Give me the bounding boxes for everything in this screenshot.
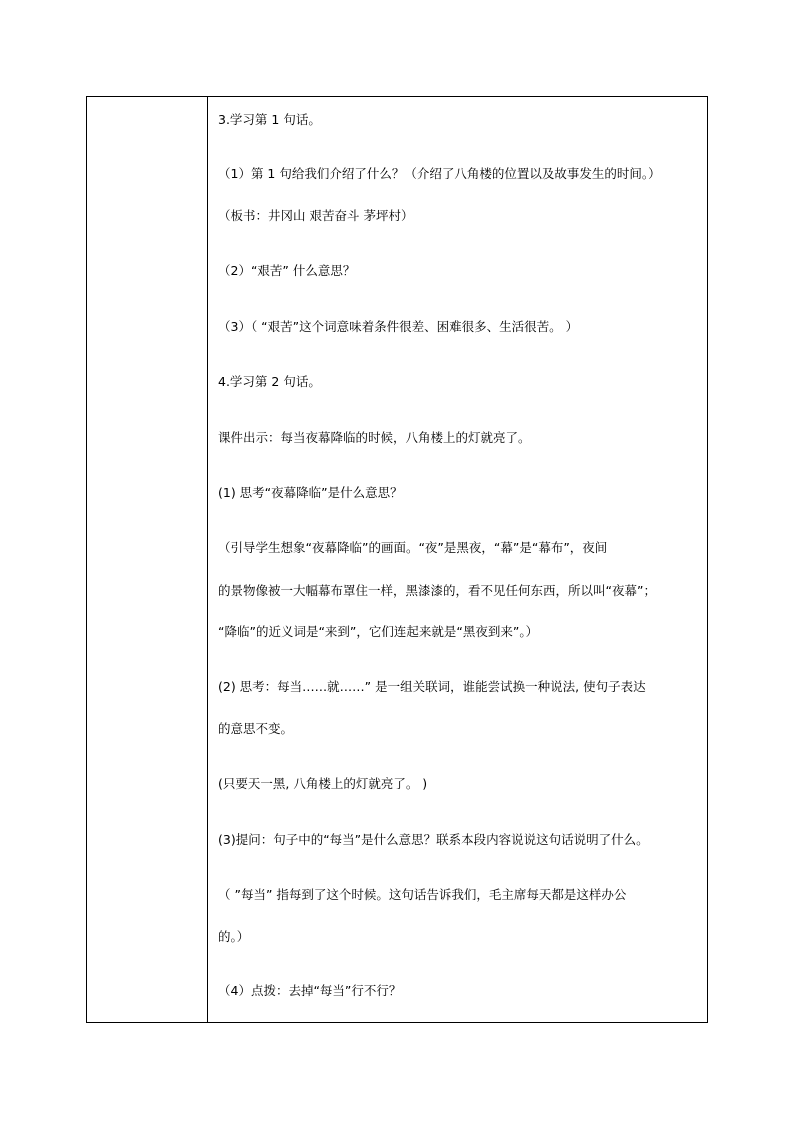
text-line: （1）第 1 句给我们介绍了什么？（介绍了八角楼的位置以及故事发生的时间。） — [218, 166, 661, 181]
text-line: “降临”的近义词是“来到”，它们连起来就是“黑夜到来”。） — [218, 624, 539, 639]
text-line: (2) 思考：每当……就……” 是一组关联词，谁能尝试换一种说法, 使句子表达 — [218, 679, 646, 694]
text-line: （引导学生想象“夜幕降临”的画面。“夜”是黑夜，“幕”是“幕布”，夜间 — [218, 540, 608, 555]
text-line: （板书：井冈山 艰苦奋斗 茅坪村） — [218, 208, 414, 223]
text-line: （4）点拨：去掉“每当”行不行？ — [218, 983, 402, 998]
text-line: 的意思不变。 — [218, 721, 294, 736]
text-line: （2）“艰苦” 什么意思？ — [218, 263, 356, 278]
text-line: （3）（ “艰苦”这个词意味着条件很差、困难很多、生活很苦。 ） — [218, 319, 579, 334]
text-line: （ ”每当” 指每到了这个时候。这句话告诉我们，毛主席每天都是这样办公 — [218, 887, 627, 902]
text-line: (只要天一黑, 八角楼上的灯就亮了。 ) — [218, 776, 428, 791]
section-heading-4: 4.学习第 2 句话。 — [218, 374, 321, 389]
section-heading-3: 3.学习第 1 句话。 — [218, 112, 321, 127]
text-line: (3)提问：句子中的“每当”是什么意思？联系本段内容说说这句话说明了什么。 — [218, 832, 649, 847]
table-content-cell — [208, 97, 707, 1022]
text-line: 的。） — [218, 929, 250, 944]
text-line: 的景物像被一大幅幕布罩住一样，黑漆漆的，看不见任何东西，所以叫“夜幕”； — [218, 583, 656, 598]
table-left-cell — [87, 97, 208, 1022]
lesson-table — [86, 96, 708, 1023]
text-line: 课件出示：每当夜幕降临的时候，八角楼上的灯就亮了。 — [218, 430, 531, 445]
text-line: (1) 思考“夜幕降临”是什么意思？ — [218, 485, 403, 500]
